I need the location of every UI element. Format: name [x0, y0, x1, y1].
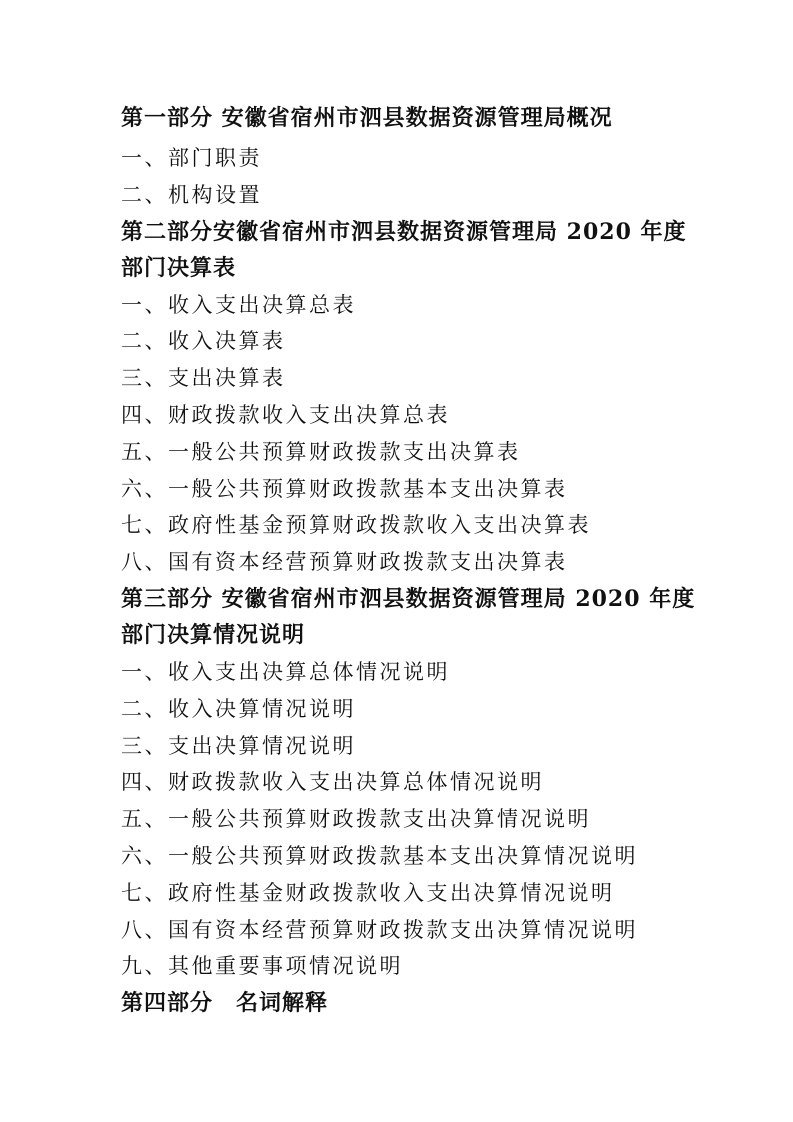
part-2-heading: 第二部分安徽省宿州市泗县数据资源管理局 2020 年度部门决算表 [121, 218, 687, 282]
list-item: 一、收入支出决算总体情况说明 [121, 659, 450, 684]
list-item: 七、政府性基金财政拨款收入支出决算情况说明 [121, 880, 615, 905]
list-item: 二、收入决算表 [121, 329, 286, 354]
part-1-heading: 第一部分 安徽省宿州市泗县数据资源管理局概况 [121, 105, 613, 131]
part-4-heading: 第四部分 名词解释 [121, 990, 329, 1017]
part-3-heading: 第三部分 安徽省宿州市泗县数据资源管理局 2020 年度部门决算情况说明 [121, 585, 696, 649]
list-item: 八、国有资本经营预算财政拨款支出决算表 [121, 550, 568, 575]
list-item: 五、一般公共预算财政拨款支出决算表 [121, 439, 521, 464]
list-item: 六、一般公共预算财政拨款基本支出决算情况说明 [121, 843, 638, 868]
table-of-contents [121, 100, 701, 1022]
list-item: 三、支出决算表 [121, 366, 286, 391]
list-item: 一、部门职责 [121, 146, 262, 170]
list-item: 二、收入决算情况说明 [121, 696, 356, 721]
list-item: 四、财政拨款收入支出决算总体情况说明 [121, 770, 544, 795]
list-item: 九、其他重要事项情况说明 [121, 954, 403, 979]
list-item: 一、收入支出决算总表 [121, 292, 356, 317]
list-item: 二、机构设置 [121, 182, 262, 207]
list-item: 四、财政拨款收入支出决算总表 [121, 402, 450, 427]
list-item: 八、国有资本经营预算财政拨款支出决算情况说明 [121, 917, 638, 942]
list-item: 七、政府性基金预算财政拨款收入支出决算表 [121, 513, 591, 538]
list-item: 六、一般公共预算财政拨款基本支出决算表 [121, 476, 568, 501]
list-item: 五、一般公共预算财政拨款支出决算情况说明 [121, 807, 591, 832]
list-item: 三、支出决算情况说明 [121, 733, 356, 758]
